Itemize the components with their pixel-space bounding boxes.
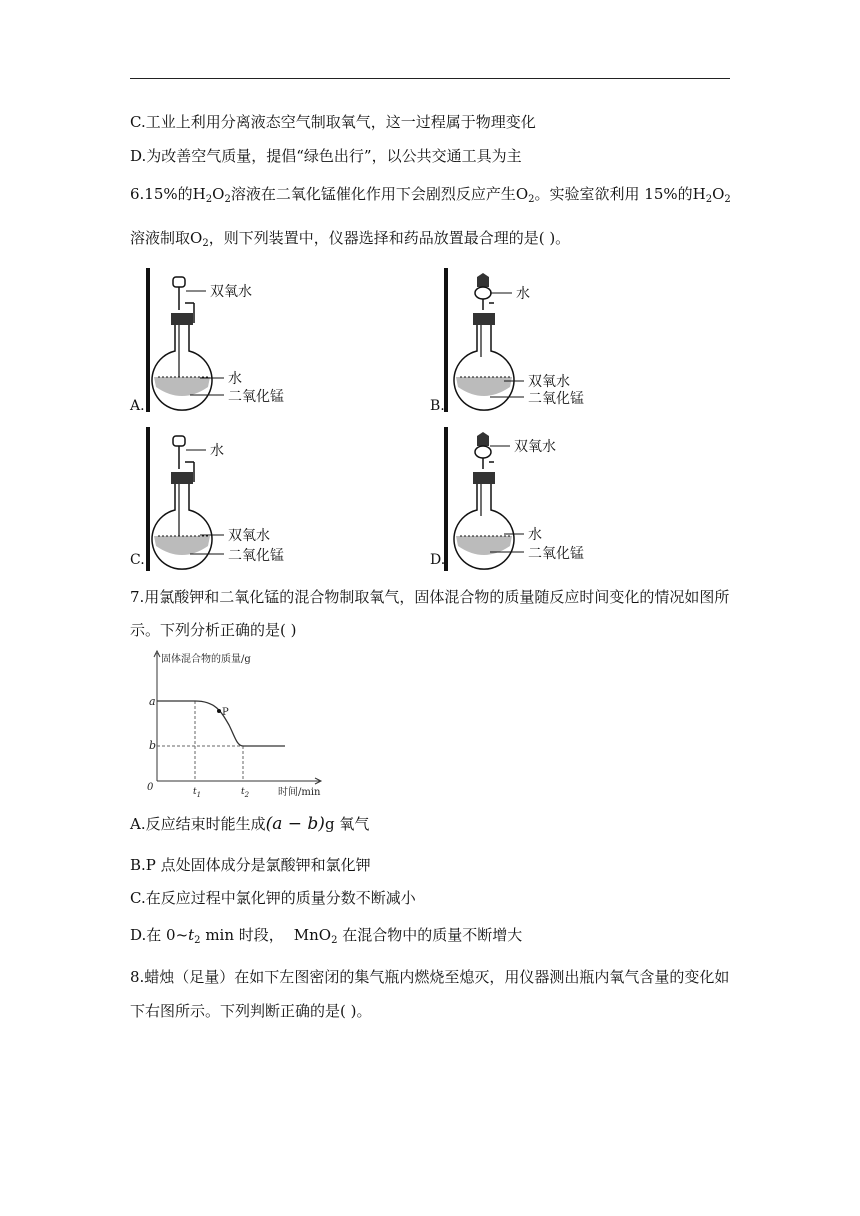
q6-text: 溶液在二氧化锰催化作用下会剧烈反应产生 [230,185,516,203]
q7-option-a: A.反应结束时能生成(a − b)g 氧气 [130,814,370,834]
q6-text: ，则下列装置中，仪器选择和药品放置最合理的是( )。 [208,229,571,247]
x-tick-t2: $t_2$ [241,787,250,799]
q6-stem-line1: 6.15%的$H_2O_2$溶液在二氧化锰催化作用下会剧烈反应产生$O_2$。实验室欲利用 15%的$H_2O_2$ [130,185,731,205]
q6-text: 6.15%的 [130,185,193,203]
y-axis-label: 固体混合物的质量/g [161,654,251,665]
q7-stem-line2: 示。下列分析正确的是( ) [130,621,297,639]
label-top: 水 [516,286,530,302]
point-p [217,709,221,713]
mno2-formula: MnO [293,926,332,944]
label-bottom: 二氧化锰 [228,548,284,564]
label-mid: 双氧水 [228,528,270,544]
y-tick-b: b [149,739,157,752]
origin-label: 0 [147,782,154,793]
label-mid: 双氧水 [528,374,570,390]
q7-option-c: C.在反应过程中氯化钾的质量分数不断减小 [130,889,416,907]
option-d-letter: D. [430,552,446,568]
label-top: 水 [210,443,224,459]
x-tick-t1: $t_1$ [193,787,202,799]
x-axis-label: 时间/min [278,787,321,798]
q8-stem-line1: 8.蜡烛（足量）在如下左图密闭的集气瓶内燃烧至熄灭，用仪器测出瓶内氧气含量的变化如 [130,968,730,986]
q7-option-d: D.在 $0\sim t_2$ min 时段， MnO$_2$ 在混合物中的质量不断增大 [130,926,523,946]
option-a-letter: A. [130,398,145,414]
y-tick-a: a [149,695,156,708]
point-p-label: P [222,707,229,718]
apparatus-a [128,265,300,415]
mass-time-chart [143,645,333,800]
q5-option-c: C.工业上利用分离液态空气制取氧气，这一过程属于物理变化 [130,113,536,131]
q7-stem-line1: 7.用氯酸钾和二氧化锰的混合物制取氧气，固体混合物的质量随反应时间变化的情况如图所 [130,588,730,606]
apparatus-b [428,265,600,415]
q6-text: 。实验室欲利用 15%的 [534,185,693,203]
a-minus-b-expr: (a − b) [265,814,325,834]
apparatus-c [128,424,300,574]
label-mid: 水 [528,527,542,543]
label-bottom: 二氧化锰 [528,546,584,562]
header-rule [130,78,730,79]
q6-text: 溶液制取 [130,229,191,247]
label-top: 双氧水 [210,284,252,300]
q6-stem-line2: 溶液制取$O_2$，则下列装置中，仪器选择和药品放置最合理的是( )。 [130,229,571,249]
option-c-letter: C. [130,552,145,568]
q8-stem-line2: 下右图所示。下列判断正确的是( )。 [130,1002,372,1020]
label-bottom: 二氧化锰 [228,389,284,405]
label-mid: 水 [228,371,242,387]
o2-formula: O [515,185,529,203]
label-bottom: 二氧化锰 [528,391,584,407]
apparatus-d [428,424,600,574]
label-top: 双氧水 [514,439,556,455]
mass-curve [157,701,285,746]
q5-option-d: D.为改善空气质量，提倡“绿色出行”，以公共交通工具为主 [130,147,522,165]
q7-option-b: B.P 点处固体成分是氯酸钾和氯化钾 [130,856,371,874]
h2o2-formula: H [192,185,206,203]
option-b-letter: B. [430,398,445,414]
